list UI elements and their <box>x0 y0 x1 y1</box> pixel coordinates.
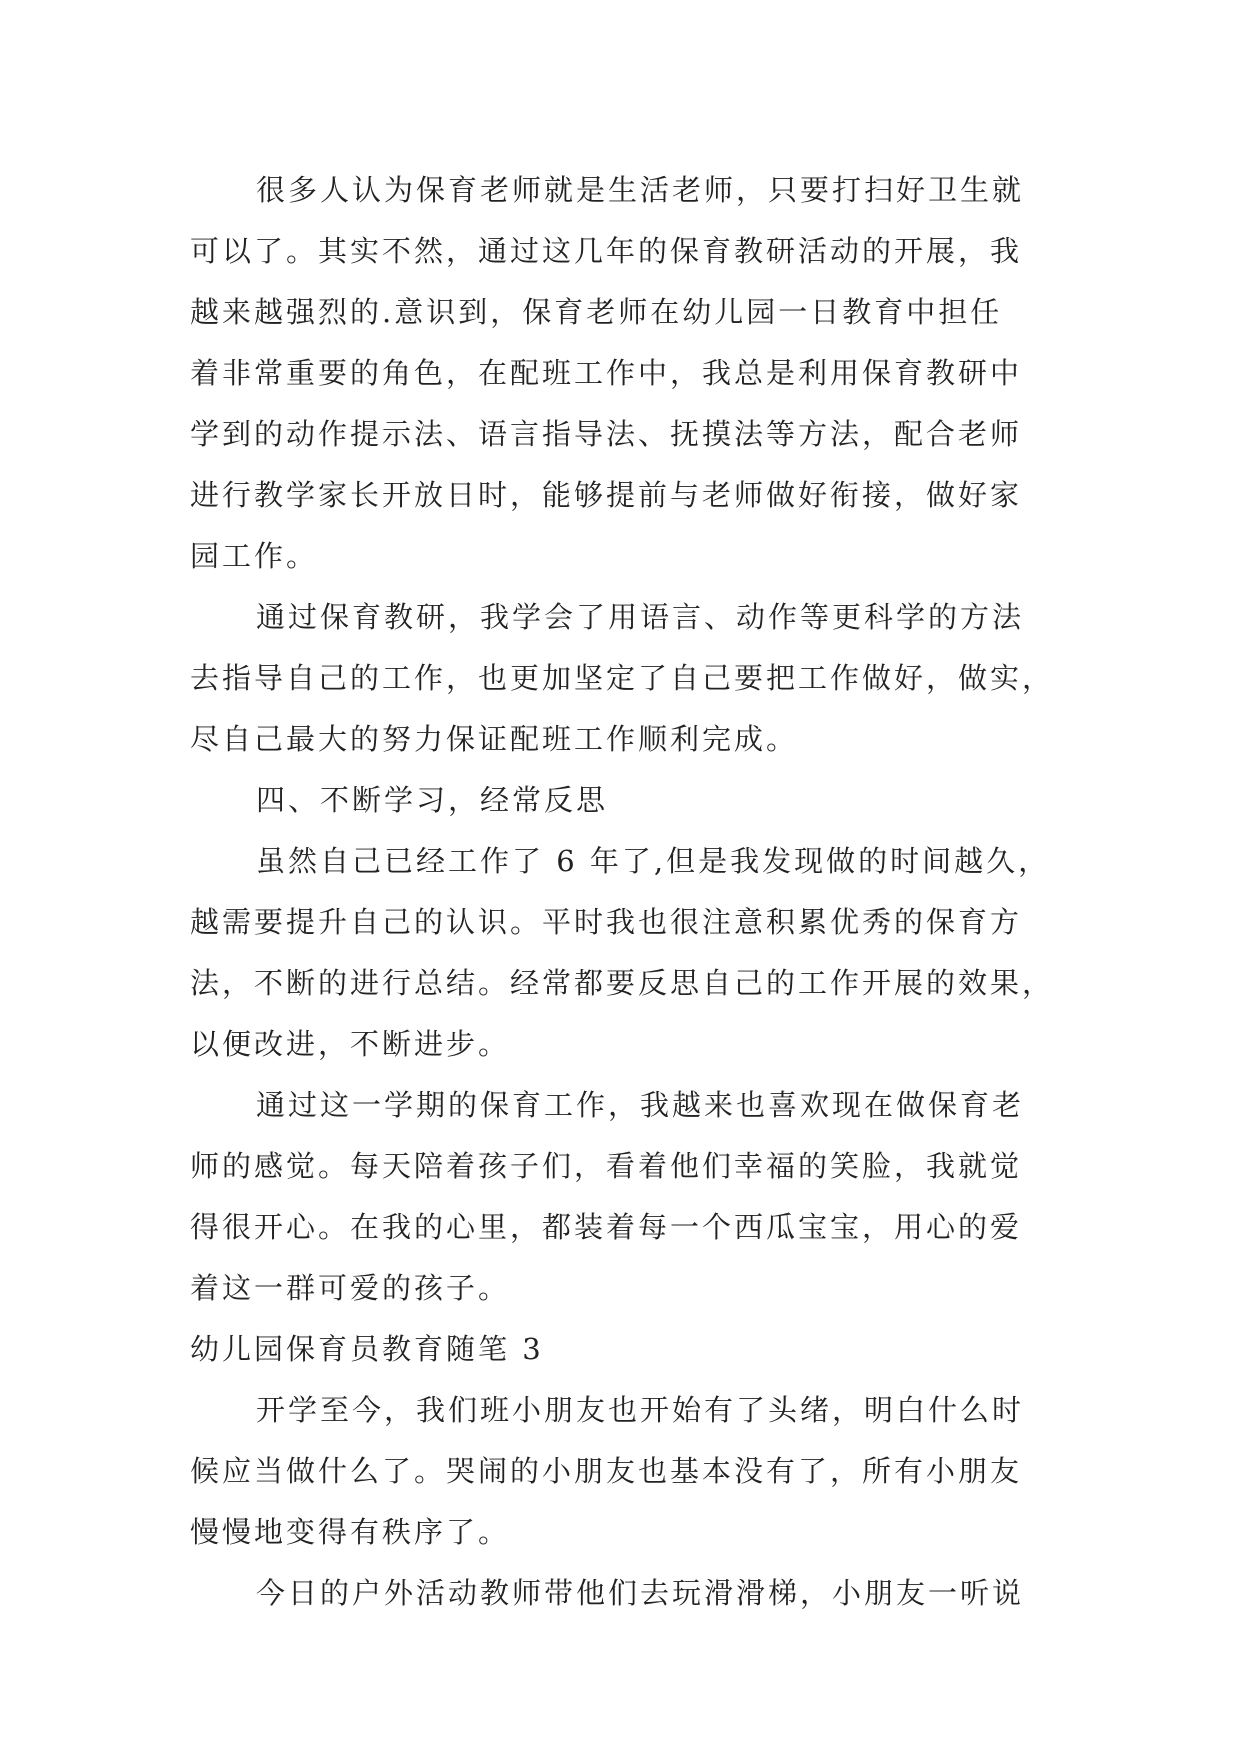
text-line: 今日的户外活动教师带他们去玩滑滑梯，小朋友一听说 <box>256 1576 1025 1610</box>
text-line: 越来越强烈的.意识到，保育老师在幼儿园一日教育中担任 <box>190 295 1003 329</box>
text-line: 很多人认为保育老师就是生活老师，只要打扫好卫生就 <box>256 173 1025 207</box>
text-line: 开学至今，我们班小朋友也开始有了头绪，明白什么时 <box>256 1393 1025 1427</box>
document-body <box>190 160 1055 1624</box>
text-line: 着这一群可爱的孩子。 <box>190 1271 511 1305</box>
text-line: 尽自己最大的努力保证配班工作顺利完成。 <box>190 722 799 756</box>
text-line: 得很开心。在我的心里，都装着每一个西瓜宝宝，用心的爱 <box>190 1210 1023 1244</box>
text-line: 候应当做什么了。哭闹的小朋友也基本没有了，所有小朋友 <box>190 1454 1023 1488</box>
text-line: 进行教学家长开放日时，能够提前与老师做好衔接，做好家 <box>190 478 1023 512</box>
article-title: 幼儿园保育员教育随笔 3 <box>190 1332 544 1366</box>
text-line: 学到的动作提示法、语言指导法、抚摸法等方法，配合老师 <box>190 417 1023 451</box>
text-line: 师的感觉。每天陪着孩子们，看着他们幸福的笑脸，我就觉 <box>190 1149 1023 1183</box>
text-line: 去指导自己的工作，也更加坚定了自己要把工作做好，做实， <box>190 661 1055 695</box>
text-line: 可以了。其实不然，通过这几年的保育教研活动的开展，我 <box>190 234 1023 268</box>
section-heading: 四、不断学习，经常反思 <box>256 783 609 817</box>
text-line: 慢慢地变得有秩序了。 <box>190 1515 511 1549</box>
text-line: 园工作。 <box>190 539 319 573</box>
text-line: 以便改进，不断进步。 <box>190 1027 511 1061</box>
text-line: 通过保育教研，我学会了用语言、动作等更科学的方法 <box>256 600 1025 634</box>
text-line: 法，不断的进行总结。经常都要反思自己的工作开展的效果， <box>190 966 1055 1000</box>
text-line: 通过这一学期的保育工作，我越来也喜欢现在做保育老 <box>256 1088 1025 1122</box>
text-line: 着非常重要的角色，在配班工作中，我总是利用保育教研中 <box>190 356 1023 390</box>
text-line: 越需要提升自己的认识。平时我也很注意积累优秀的保育方 <box>190 905 1023 939</box>
text-line: 虽然自己已经工作了 6 年了,但是我发现做的时间越久， <box>256 844 1051 878</box>
